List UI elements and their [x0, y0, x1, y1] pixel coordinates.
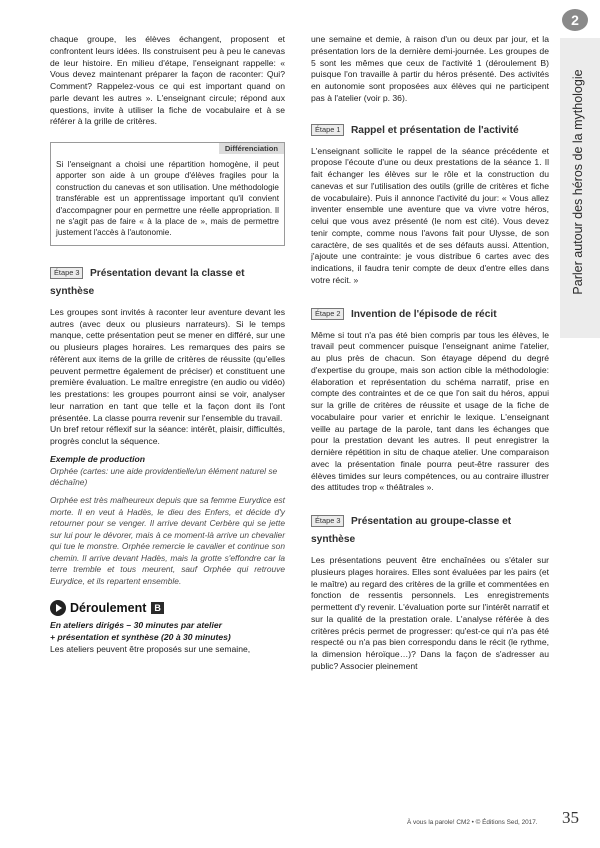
- left-step3-paragraph1: Les groupes sont invités à raconter leur aventure devant les autres (avec deux ou plusieurs narrateurs). Si le temps manque, cette présentation peut se mener en différé, sur une ou plusieurs plages horaires. Les remarques des pairs se réfèrent aux items de la grille de critères de réussite (qu'elles peuvent permettre également de préciser) et constituent une première évaluation. Le maître enregistre (en audio ou vidéo) les prestations: les groupes pourront ainsi se voir, analyser leur narration en tant que telle et la façon dont ils l'ont présentée. La classe pourra revenir sur l'ensemble du travail.: [50, 306, 285, 423]
- chapter-number-badge: 2: [562, 9, 588, 31]
- deroulement-lead-line1: En ateliers dirigés – 30 minutes par atelier: [50, 620, 222, 631]
- differenciation-tag: Différenciation: [219, 143, 284, 154]
- left-step3-paragraph2: Un bref retour réflexif sur la séance: intérêt, plaisir, difficultés, progrès conclut la séquence.: [50, 424, 285, 447]
- deroulement-paragraph: Les ateliers peuvent être proposés sur une semaine,: [50, 643, 251, 654]
- deroulement-heading: [50, 600, 285, 616]
- example-title: Exemple de production: [50, 453, 146, 464]
- step-badge: Étape 3: [311, 515, 344, 527]
- play-circle-icon: [50, 600, 66, 616]
- chapter-side-title: Parler autour des héros de la mythologie: [571, 69, 585, 295]
- step-title: Rappel et présentation de l'activité: [350, 124, 519, 136]
- left-step3-heading: [50, 263, 285, 299]
- step-title: Présentation au groupe-classe et synthèse: [311, 516, 512, 545]
- step-badge: Étape 2: [311, 308, 344, 320]
- step-title: Présentation devant la classe et synthèse: [50, 267, 245, 297]
- left-column: [50, 34, 285, 656]
- example-story: Orphée est très malheureux depuis que sa femme Eurydice est morte. Il en veut à Hadès, le dieu des Enfers, et décide d'y retourner pour se venger. Il arrive devant Cerbère qui se jette sur lui pour le dévorer, mais à ce moment-là arrive un chevalier qui tue le monstre. Orphée remercie le cavalier et continue son chemin. Il arrive devant Hadès, mais la grotte s'effondre car la terre tremble et tous meurent, sauf Orphée qui retrouve Eurydice, et ils repartent ensemble.: [50, 495, 285, 586]
- step-title: Invention de l'épisode de récit: [350, 308, 497, 320]
- step-badge: Étape 3: [50, 267, 83, 279]
- right-step2-heading: [311, 304, 549, 322]
- right-step3-paragraph: Les présentations peuvent être enchaînées ou s'étaler sur plusieurs plages horaires. Elles sont évaluées par les pairs (et le maître) au regard des critères de la grille et commentées en fonction de ressentis personnels. Les enregistrements permettent d'y revenir. L'évaluation porte sur l'intérêt narratif et sur la qualité de la prestation orale. L'analyse référée à des critères précis permet de progresser: qu'est-ce qui n'a pas été respecté ou n'a pas bien correspondu dans le récit (le rythme, la dimension héroïque…)? Dans la façon de s'adresser au public? Associer pleinement: [311, 555, 549, 671]
- example-subtitle: Orphée (cartes: une aide providentielle/un élément naturel se déchaîne): [50, 465, 278, 487]
- page-number: 35: [562, 808, 579, 827]
- right-step3-heading: [311, 511, 549, 547]
- deroulement-badge: B: [151, 602, 164, 614]
- differenciation-box: [50, 142, 285, 246]
- right-step1-paragraph: L'enseignant sollicite le rappel de la séance précédente et propose l'écoute d'une ou deux prestations de la séance 1. Il fait échanger les élèves sur le rôle et la construction du canevas et sur l'utilisation des outils (grille de critères et fiche de vocabulaire). Puis il annonce l'activité du jour: « Vous allez inventer ensemble une aventure que va vivre votre héros, celui que vous avez présenté (le nom est cité). Vous devez tenir compte, comme nous l'avons fait pour Ulysse, de son caractère, de ses qualités et de ses défauts aussi. Attention, j'ajoute une contrainte: je vous distribue 6 cartes avec des indications, il faudra tenir compte de deux d'entre elles dans votre récit. »: [311, 145, 549, 285]
- left-intro-paragraph: chaque groupe, les élèves échangent, proposent et confrontent leurs idées. Ils construisent peu à peu le canevas de leur histoire. En milieu d'étape, l'enseignant rappelle: « Vous devez maintenant préparer la façon de raconter: Qui? Comment? Rappelez-vous ce qui est important quand on parle devant les autres ». L'enseignant circule; répond aux questions, invite à utiliser la fiche de vocabulaire et à se référer à la grille de critères.: [50, 34, 285, 127]
- deroulement-title: Déroulement: [70, 601, 147, 616]
- step-badge: Étape 1: [311, 124, 344, 136]
- right-column: [311, 34, 549, 673]
- deroulement-lead-line2: + présentation et synthèse (20 à 30 minutes): [50, 632, 231, 643]
- footer-credit: À vous la parole! CM2 • © Éditions Sed, 2017.: [407, 819, 538, 826]
- right-intro-paragraph: une semaine et demie, à raison d'un ou deux par jour, et la présentation lors de la dernière demi-journée. Les groupes de 5 sont les mêmes que ceux de l'activité 1 (déroulement B) puisque l'on travaille à partir du héros présenté. Des activités en autonomie sont proposées aux élèves qui ne participent pas à l'atelier (voir p. 36).: [311, 34, 549, 103]
- right-step1-heading: [311, 120, 549, 138]
- differenciation-text: Si l'enseignant a choisi une répartition homogène, il peut apporter son aide à un groupe d'élèves fragiles pour la construction du canevas et son utilisation. Une méthodologie transférable est un apprentissage important qu'il convient d'accompagner pour en permettre une réelle appropriation. Il ne s'agit pas de faire « à la place de », mais de permettre justement l'accès à l'autonomie.: [56, 160, 279, 238]
- right-step2-paragraph: Même si tout n'a pas été bien compris par tous les élèves, le travail peut commencer puisque l'enseignant anime l'atelier, au plus près de chacun. Son étayage dépend du degré d'expertise du groupe, mais son action cible la méthodologie: élaboration et représentation du schéma narratif, prise en compte des contraintes et de ce que l'on sait du héros, appui sur la grille de critères de réussite et usage de la fiche de vocabulaire pour varier et enrichir le lexique. L'enseignant veille au partage de la parole, tant dans les échanges que pour la prestation devant les autres. Il peut enregistrer la dernière répétition in situ de chaque atelier. Une comparaison avec la présentation finale pourra peut-être rassurer des élèves timides sur leurs compétences, ou au contraire illustrer des attitudes trop « théâtrales ».: [311, 329, 549, 493]
